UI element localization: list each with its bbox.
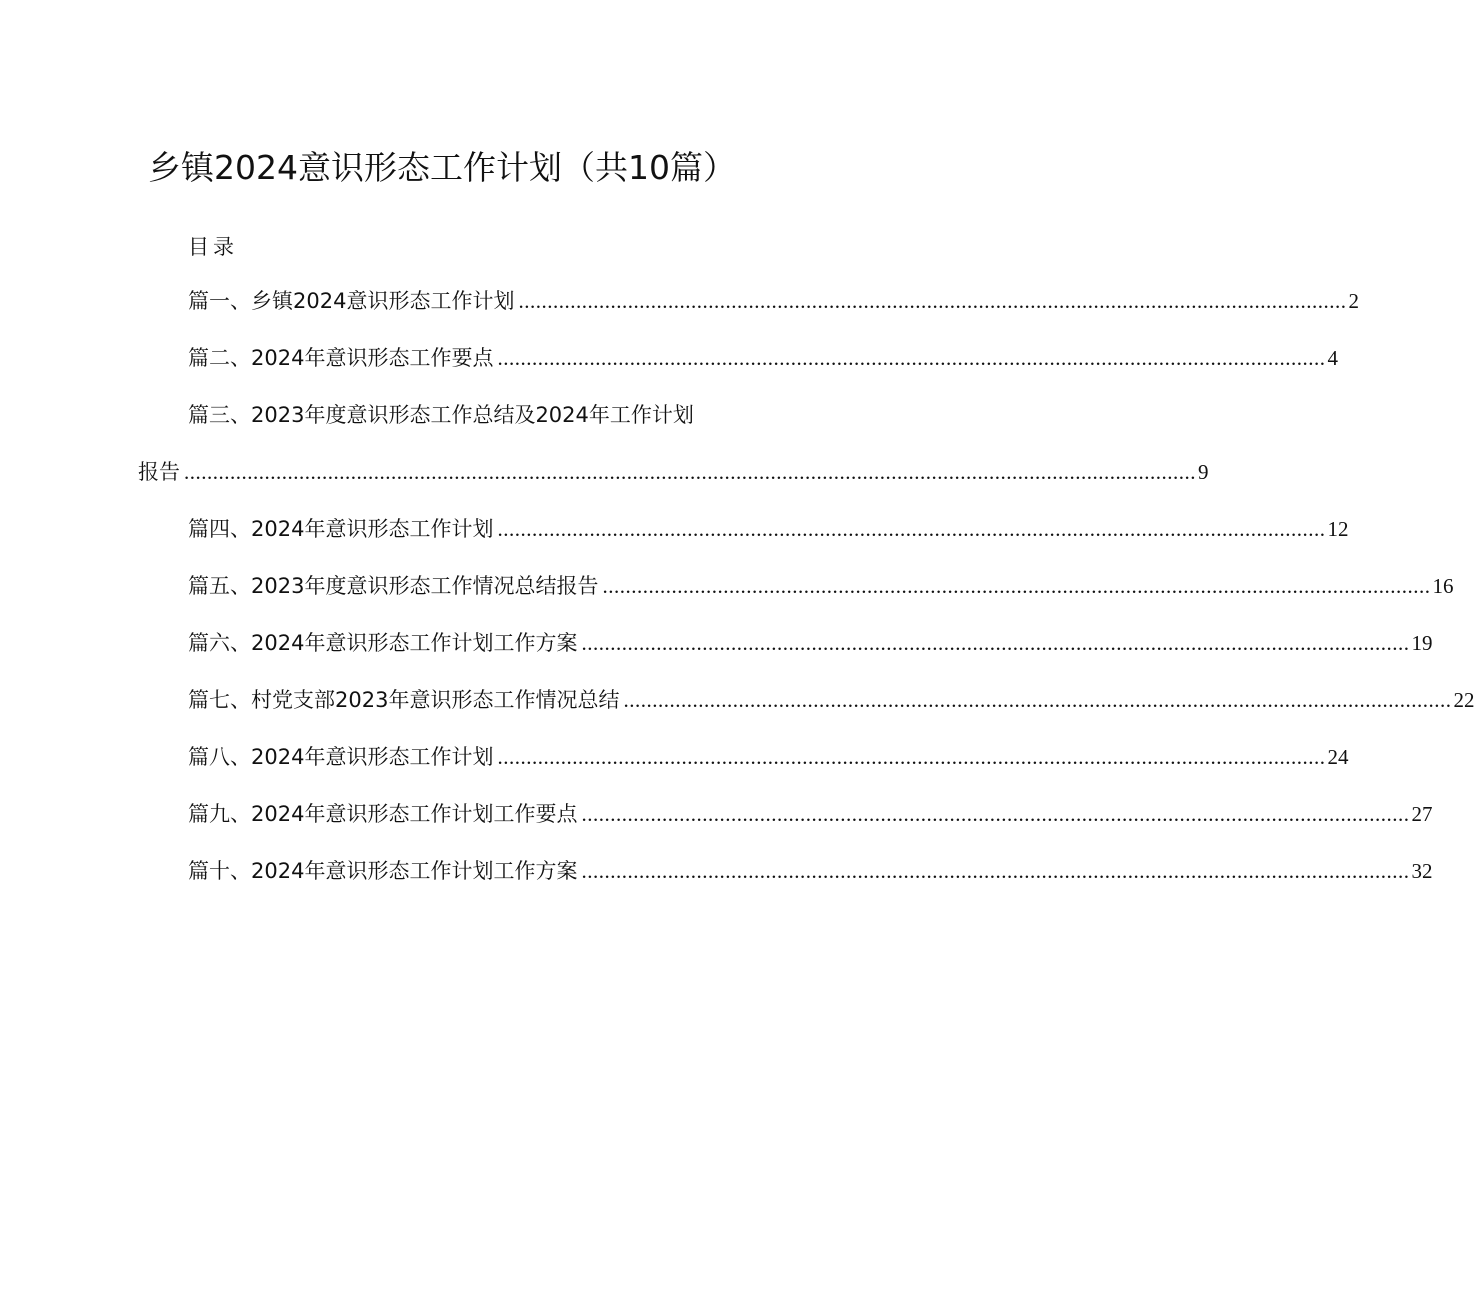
toc-leader-dots: ................................................................................................................................................: [497, 745, 1326, 769]
toc-entry-page: 9: [1198, 460, 1209, 484]
document-title: 乡镇2024意识形态工作计划（共10篇）: [148, 148, 736, 187]
toc-entry[interactable]: [188, 685, 1474, 715]
toc-entry[interactable]: [188, 286, 1359, 316]
toc-entry-page: 24: [1327, 745, 1349, 769]
toc-entry-label: 篇三、2023年度意识形态工作总结及2024年工作计划: [188, 403, 694, 427]
toc-entry-label: 篇九、2024年意识形态工作计划工作要点: [188, 802, 578, 826]
toc-entry[interactable]: [188, 856, 1433, 886]
toc-leader-dots: ................................................................................................................................................: [623, 688, 1452, 712]
toc-entry-label: 篇八、2024年意识形态工作计划: [188, 745, 494, 769]
toc-entry-label: 篇七、村党支部2023年意识形态工作情况总结: [188, 688, 620, 712]
toc-entry-page: 32: [1411, 859, 1433, 883]
toc-leader-dots: ................................................................................................................................................: [581, 631, 1410, 655]
toc-entry-first-line[interactable]: [188, 400, 788, 430]
toc-entry[interactable]: [188, 514, 1349, 544]
toc-entry[interactable]: [188, 628, 1433, 658]
toc-entry[interactable]: [188, 571, 1454, 601]
toc-entry[interactable]: [188, 343, 1338, 373]
toc-leader-dots: ................................................................................................................................................: [518, 289, 1347, 313]
toc-heading: 目录: [188, 235, 238, 259]
toc-entry-page: 12: [1327, 517, 1349, 541]
toc-entry-page: 4: [1327, 346, 1338, 370]
toc-entry-label: 篇五、2023年度意识形态工作情况总结报告: [188, 574, 599, 598]
toc-leader-dots: ................................................................................................................................................: [581, 859, 1410, 883]
toc-entry-page: 22: [1453, 688, 1474, 712]
toc-entry-page: 27: [1411, 802, 1433, 826]
toc-leader-dots: ................................................................................................................................................: [497, 346, 1326, 370]
toc-entry[interactable]: [188, 742, 1349, 772]
toc-entry-page: 19: [1411, 631, 1433, 655]
toc-entry-page: 2: [1348, 289, 1359, 313]
toc-entry-label: 篇二、2024年意识形态工作要点: [188, 346, 494, 370]
toc-entry-label: 篇一、乡镇2024意识形态工作计划: [188, 289, 515, 313]
toc-leader-dots: ................................................................................................................................................................................: [184, 460, 1196, 484]
toc-entry-label: 篇四、2024年意识形态工作计划: [188, 517, 494, 541]
toc-entry[interactable]: [188, 799, 1433, 829]
toc-leader-dots: ................................................................................................................................................: [602, 574, 1431, 598]
toc-entry-page: 16: [1432, 574, 1454, 598]
toc-leader-dots: ................................................................................................................................................: [497, 517, 1326, 541]
toc-entry-label-continued: 报告: [138, 460, 180, 484]
toc-entry-continuation[interactable]: [138, 457, 1209, 487]
toc-entry-label: 篇六、2024年意识形态工作计划工作方案: [188, 631, 578, 655]
toc-leader-dots: ................................................................................................................................................: [581, 802, 1410, 826]
toc-entry-label: 篇十、2024年意识形态工作计划工作方案: [188, 859, 578, 883]
